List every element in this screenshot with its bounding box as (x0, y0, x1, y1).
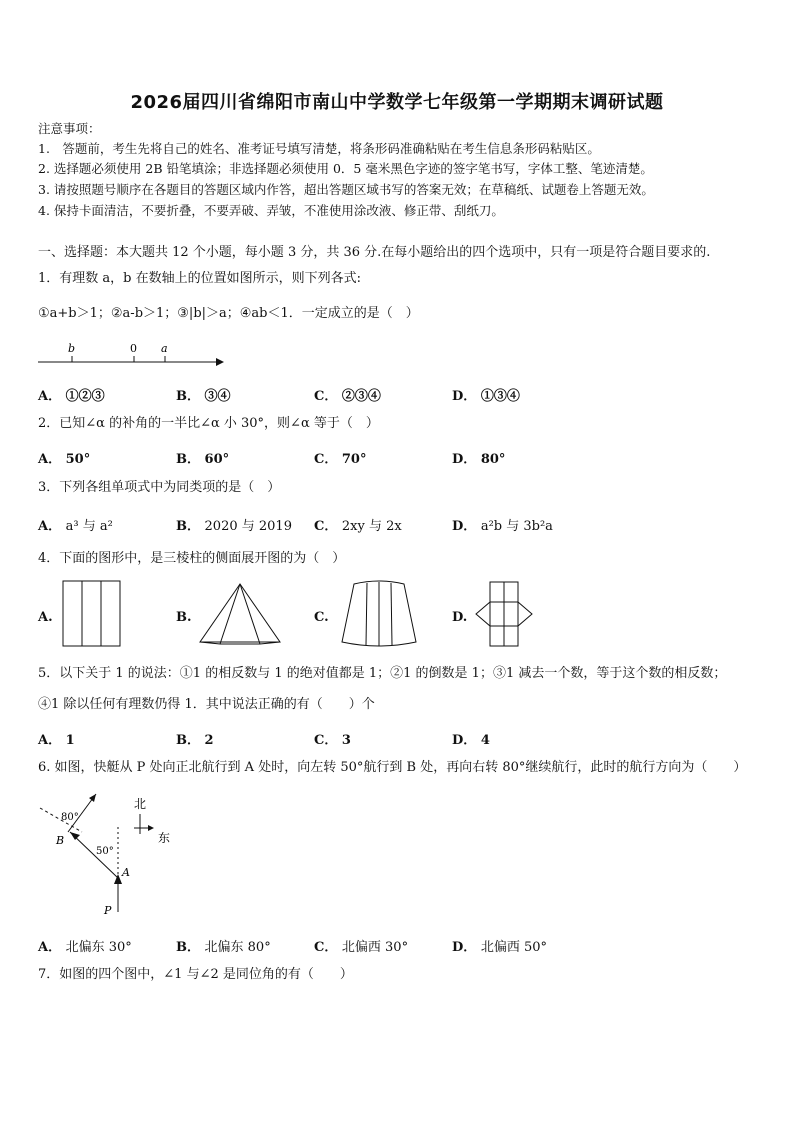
q4-figure-b (198, 582, 282, 646)
q1-option-a[interactable]: A． ①②③ (38, 389, 105, 404)
section-heading: 一、选择题：本大题共 12 个小题，每小题 3 分，共 36 分.在每小题给出的四个选项中，只有一项是符合题目要求的. (38, 245, 711, 260)
q6-option-d[interactable]: D． 北偏西 50° (452, 940, 547, 955)
q4-stem: 4．下面的图形中，是三棱柱的侧面展开图的为（ ） (38, 551, 346, 566)
q4-figure-a (62, 580, 122, 648)
q1-stem: 1．有理数 a，b 在数轴上的位置如图所示，则下列各式: (38, 271, 361, 286)
q4-label-b[interactable]: B. (176, 610, 192, 625)
q4-figure-c (340, 580, 418, 648)
q2-option-a[interactable]: A． 50° (38, 452, 91, 467)
q6-option-a[interactable]: A． 北偏东 30° (38, 940, 132, 955)
q1-option-d[interactable]: D． ①③④ (452, 389, 520, 404)
q6-option-b[interactable]: B． 北偏东 80° (176, 940, 271, 955)
notice-heading: 注意事项： (38, 121, 101, 136)
point-a-label: A (122, 866, 130, 879)
label-b: b (68, 342, 76, 355)
q1-option-c[interactable]: C． ②③④ (314, 389, 381, 404)
notice-item-1: 1. 答题前，考生先将自己的姓名、准考证号填写清楚，将条形码准确粘贴在考生信息条形码粘贴区。 (38, 141, 600, 156)
q2-option-d[interactable]: D． 80° (452, 452, 506, 467)
q3-stem: 3．下列各组单项式中为同类项的是（ ） (38, 480, 281, 495)
q5-stem-line2: ④1 除以任何有理数仍得 1．其中说法正确的有（ ）个 (38, 697, 375, 712)
q3-option-c[interactable]: C． 2xy 与 2x (314, 519, 402, 534)
q1-conditions: ①a+b＞1；②a-b＞1；③|b|＞a；④ab＜1．一定成立的是（ ） (38, 306, 419, 321)
notice-item-4: 4. 保持卡面清洁，不要折叠，不要弄破、弄皱，不准使用涂改液、修正带、刮纸刀。 (38, 203, 504, 218)
q3-option-b[interactable]: B． 2020 与 2019 (176, 519, 292, 534)
q3-option-d[interactable]: D． a²b 与 3b²a (452, 519, 553, 534)
compass-east-label: 东 (158, 831, 171, 845)
arrow-head-b (70, 832, 80, 840)
q2-stem: 2．已知∠α 的补角的一半比∠α 小 30°，则∠α 等于（ ） (38, 416, 379, 431)
notice-item-2: 2. 选择题必须使用 2B 铅笔填涂；非选择题必须使用 0．5 毫米黑色字迹的签字笔书写，字体工整、笔迹清楚。 (38, 161, 653, 176)
q5-option-b[interactable]: B． 2 (176, 733, 214, 748)
number-line-figure (36, 340, 226, 372)
q2-option-b[interactable]: B． 60° (176, 452, 230, 467)
q1-option-b[interactable]: B． ③④ (176, 389, 231, 404)
point-p-label: P (104, 904, 112, 917)
q6-stem: 6. 如图，快艇从 P 处向正北航行到 A 处时，向左转 50°航行到 B 处，再向右转 80°继续航行，此时的航行方向为（ ） (38, 760, 747, 775)
q2-option-c[interactable]: C． 70° (314, 452, 367, 467)
compass-north-label: 北 (134, 797, 147, 811)
label-zero: 0 (130, 342, 137, 355)
q4-figure-d (474, 580, 534, 648)
point-b-label: B (56, 834, 65, 847)
arrow-head-top (89, 794, 96, 802)
q5-option-d[interactable]: D． 4 (452, 733, 490, 748)
q4-label-c[interactable]: C. (314, 610, 329, 625)
page-title: 2026届四川省绵阳市南山中学数学七年级第一学期期末调研试题 (130, 92, 664, 113)
angle-80-label: 80° (61, 812, 79, 823)
navigation-figure (34, 788, 194, 920)
q5-stem-line1: 5．以下关于 1 的说法：①1 的相反数与 1 的绝对值都是 1；②1 的倒数是 1；③1 减去一个数，等于这个数的相反数； (38, 666, 727, 681)
number-line-arrow (216, 358, 224, 366)
angle-50-label: 50° (96, 846, 114, 857)
q5-option-a[interactable]: A． 1 (38, 733, 75, 748)
compass-east-arrow (148, 825, 154, 831)
q3-option-a[interactable]: A． a³ 与 a² (38, 519, 113, 534)
notice-item-3: 3. 请按照题号顺序在各题目的答题区域内作答，超出答题区域书写的答案无效；在草稿纸、试题卷上答题无效。 (38, 182, 654, 197)
q6-option-c[interactable]: C． 北偏西 30° (314, 940, 409, 955)
q4-label-d[interactable]: D. (452, 610, 468, 625)
q5-option-c[interactable]: C． 3 (314, 733, 351, 748)
label-a: a (161, 342, 168, 355)
q7-stem: 7．如图的四个图中，∠1 与∠2 是同位角的有（ ） (38, 967, 353, 982)
q4-label-a[interactable]: A. (38, 610, 53, 625)
